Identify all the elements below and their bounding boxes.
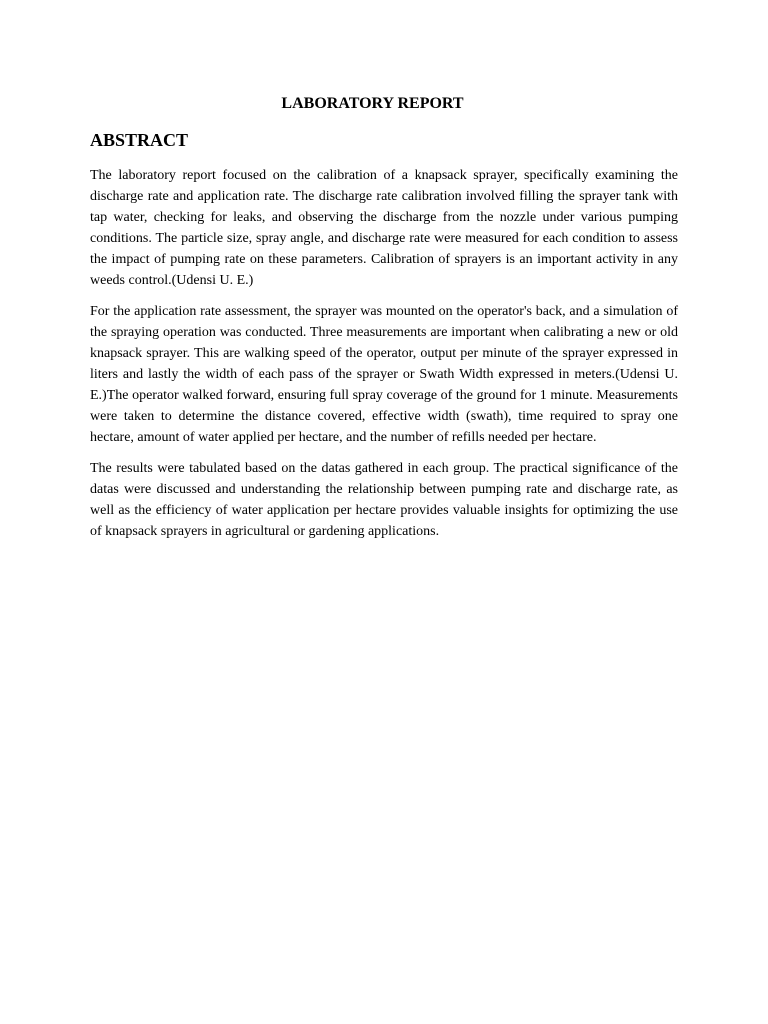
- section-heading-abstract: ABSTRACT: [90, 130, 189, 150]
- document-title: LABORATORY REPORT: [281, 95, 464, 112]
- abstract-body: [90, 165, 678, 552]
- abstract-paragraph-1: The laboratory report focused on the calibration of a knapsack sprayer, specifically examining the discharge rate and application rate. The discharge rate calibration involved filling the sprayer tank with tap water, checking for leaks, and observing the discharge from the nozzle under various pumping conditions. The particle size, spray angle, and discharge rate were measured for each condition to assess the impact of pumping rate on these parameters. Calibration of sprayers is an important activity in any weeds control.(Udensi U. E.): [90, 168, 678, 288]
- abstract-paragraph-3: The results were tabulated based on the datas gathered in each group. The practical significance of the datas were discussed and understanding the relationship between pumping rate and discharge rate, as well as the efficiency of water application per hectare provides valuable insights for optimizing the use of knapsack sprayers in agricultural or gardening applications.: [90, 461, 678, 539]
- abstract-paragraph-2: For the application rate assessment, the sprayer was mounted on the operator's back, and a simulation of the spraying operation was conducted. Three measurements are important when calibrating a new or old knapsack sprayer. This are walking speed of the operator, output per minute of the sprayer expressed in liters and lastly the width of each pass of the sprayer or Swath Width expressed in meters.(Udensi U. E.)The operator walked forward, ensuring full spray coverage of the ground for 1 minute. Measurements were taken to determine the distance covered, effective width (swath), time required to spray one hectare, amount of water applied per hectare, and the number of refills needed per hectare.: [90, 304, 678, 445]
